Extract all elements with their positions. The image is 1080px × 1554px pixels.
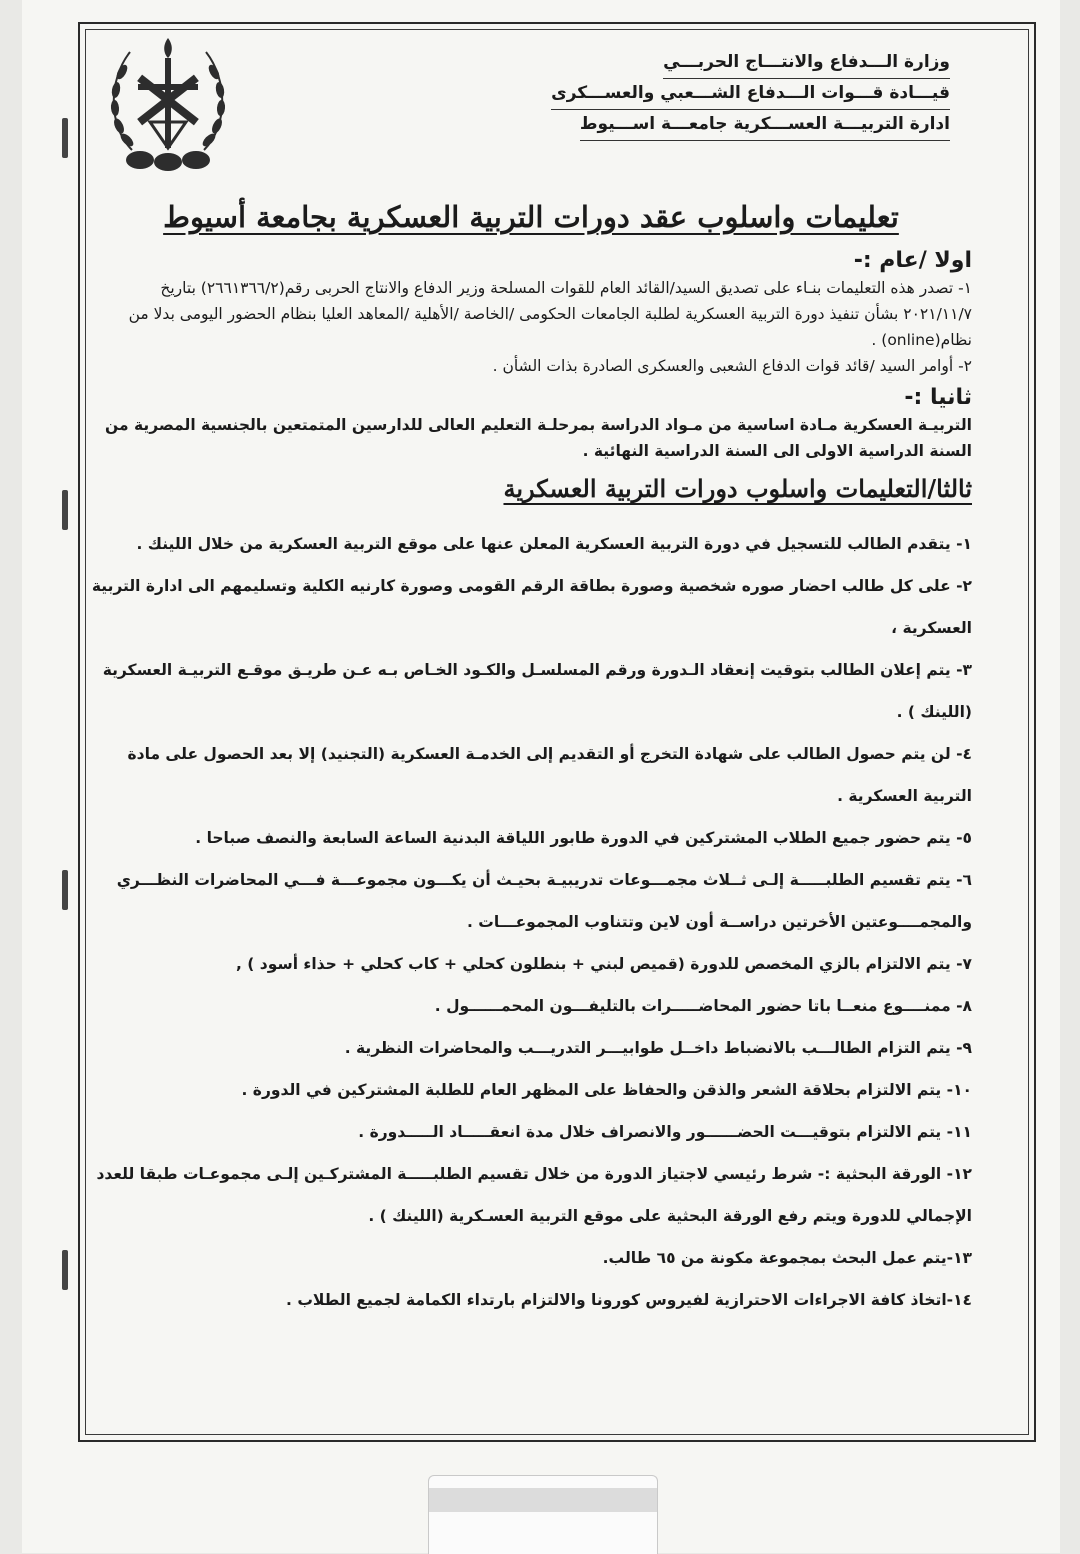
instructions-list [90, 523, 972, 1321]
list-item: ٩- يتم التزام الطالـــب بالانضباط داخــل طوابيـــر التدريـــب والمحاضرات النظرية . [344, 1039, 972, 1057]
list-item: ١٢- الورقة البحثية :- شرط رئيسي لاجتياز الدورة من خلال تقسيم الطلبـــــة المشتركـين إلـى مجموعـات طبقا للعدد الإجمالي للدورة ويتم رفع الورقة البحثية على موقع التربية العسـكرية (اللينك ) . [96, 1165, 972, 1225]
list-item: ٢- على كل طالب احضار صوره شخصية وصورة بطاقة الرقم القومى وصورة كارنيه الكلية وتسليمهم الى ادارة التربية العسكرية ، [91, 577, 972, 637]
page-title: تعليمات واسلوب عقد دورات التربية العسكرية بجامعة أسيوط [163, 200, 899, 234]
list-item: ٨- ممنــــوع منعــا باتا حضور المحاضـــــرات بالتليفـــون المحمــــــول . [434, 997, 972, 1015]
list-item: ٦- يتم تقسيم الطلبـــــة إلـى ثــلاث مجمـــوعات تدريبيـة بحيـث أن يكـــون مجموعـــة فـــي المحاضرات النظـــري والمجمــــوعتين الأخرتين دراســة أون لاين وتتناوب المجموعـــات . [116, 871, 972, 931]
list-item: ١٣-يتم عمل البحث بمجموعة مكونة من ٦٥ طالب. [602, 1249, 972, 1267]
list-item: ٣- يتم إعلان الطالب بتوقيت إنعقاد الـدورة ورقم المسلسـل والكـود الخـاص بـه عـن طريـق موقـع التربيـة العسكرية (اللينك ) . [102, 661, 972, 721]
list-item: ١- يتقدم الطالب للتسجيل في دورة التربية العسكرية المعلن عنها على موقع التربية العسكرية من خلال اللينك . [136, 535, 972, 553]
list-item: ١١- يتم الالتزام بتوقيـــت الحضــــــور والانصراف خلال مدة انعقـــــاد الـــــدورة . [358, 1123, 972, 1141]
binder-mark [62, 118, 68, 158]
list-item: ٧- يتم الالتزام بالزي المخصص للدورة (قميص لبني + بنطلون كحلي + كاب كحلي + حذاء أسود ) , [236, 955, 972, 973]
military-emblem-logo [102, 32, 234, 177]
binder-mark [62, 870, 68, 910]
section-heading-second: ثانيا :- [904, 385, 972, 410]
list-item: ٢- أوامر السيد /قائد قوات الدفاع الشعبى والعسكرى الصادرة بذات الشأن . [492, 357, 972, 375]
letterhead [530, 48, 950, 141]
ministry-line: وزارة الـــدفاع والانتـــاج الحربـــي [663, 48, 950, 79]
binder-mark [62, 490, 68, 530]
binder-tab [428, 1475, 658, 1554]
department-line: ادارة التربيـــة العســـكرية جامعـــة اســـيوط [580, 110, 950, 141]
section-text: التربيـة العسكرية مـادة اساسية من مـواد الدراسة بمرحلـة التعليم العالى للدارسين المتمتعين بالجنسية المصرية من السنة الدراسية الاولى الى السنة الدراسية النهائية . [105, 416, 972, 460]
document-body [90, 200, 972, 1321]
section-heading-instructions: ثالثا/التعليمات واسلوب دورات التربية العسكرية [503, 474, 972, 503]
list-item: ١٠- يتم الالتزام بحلاقة الشعر والذقن والحفاظ على المظهر العام للطلبة المشتركين في الدورة . [241, 1081, 972, 1099]
list-item: ١٤-اتخاذ كافة الاجراءات الاحترازية لفيروس كورونا والالتزام بارتداء الكمامة لجميع الطلاب . [286, 1291, 972, 1309]
list-item: ١- تصدر هذه التعليمات بنـاء على تصديق السيد/القائد العام للقوات المسلحة وزير الدفاع والانتاج الحربى رقم(٢٦٦١٣٦٦/٢) بتاريخ ٢٠٢١/١١/٧ بشأن تنفيذ دورة التربية العسكرية لطلبة الجامعات الحكومى /الخاصة /الأهلية /المعاهد العليا بنظام الحضور اليومى بدلا من نظام(online) . [128, 279, 972, 349]
general-list [90, 275, 972, 379]
command-line: قيـــادة قـــوات الـــدفاع الشـــعبي والعســـكرى [551, 79, 950, 110]
list-item: ٥- يتم حضور جميع الطلاب المشتركين في الدورة طابور اللياقة البدنية الساعة السابعة والنصف صباحا . [195, 829, 972, 847]
binder-mark [62, 1250, 68, 1290]
section-heading-general: اولا /عام :- [853, 248, 972, 273]
list-item: ٤- لن يتم حصول الطالب على شهادة التخرج أو التقديم إلى الخدمـة العسكرية (التجنيد) إلا بعد الحصول على مادة التربية العسكرية . [127, 745, 972, 805]
